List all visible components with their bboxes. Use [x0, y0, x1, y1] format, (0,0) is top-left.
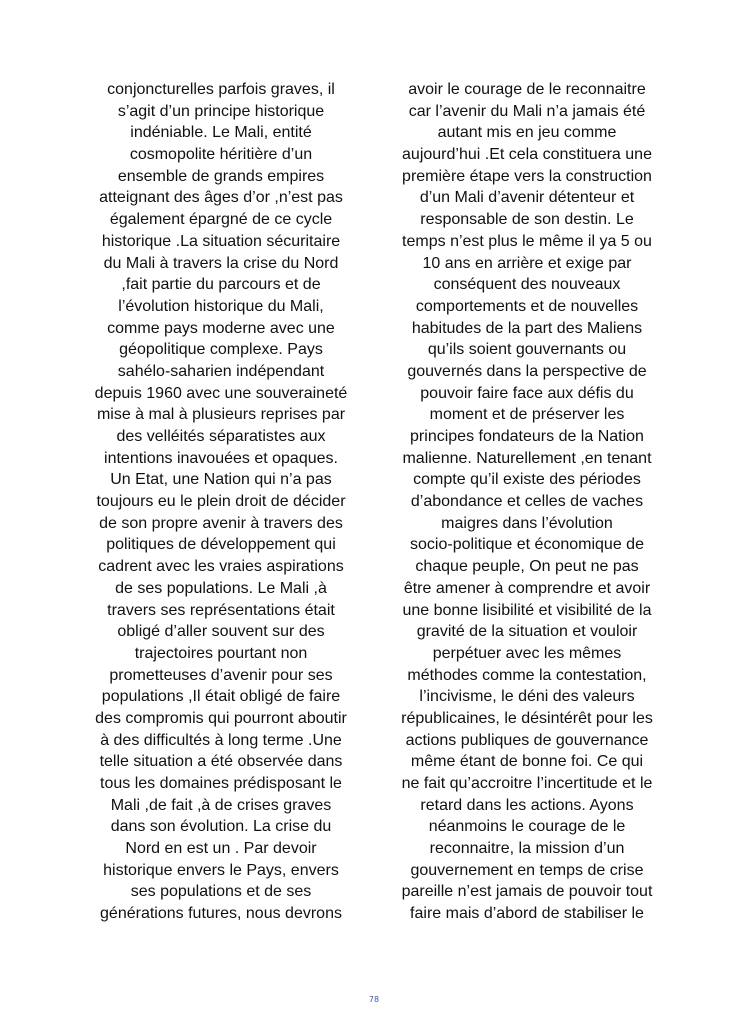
- right-column-line: gravité de la situation et vouloir: [416, 623, 638, 641]
- left-column-line: ensemble de grands empires: [117, 167, 325, 185]
- left-column-line: de son propre avenir à travers des: [99, 514, 343, 532]
- page-number: 78: [368, 995, 380, 1004]
- left-column-line: ses populations et de ses: [130, 883, 312, 901]
- right-column-line: l’incivisme, le déni des valeurs: [419, 688, 635, 706]
- left-column-line: prometteuses d’avenir pour ses: [109, 666, 333, 684]
- right-column-line: aujourd’hui .Et cela constituera une: [402, 146, 652, 164]
- right-column-line: chaque peuple, On peut ne pas: [415, 558, 639, 576]
- right-column-line: première étape vers la construction: [402, 167, 652, 185]
- right-column-line: autant mis en jeu comme: [437, 124, 617, 142]
- left-column-line: politiques de développement qui: [106, 536, 336, 554]
- right-column-line: pouvoir faire face aux défis du: [420, 384, 634, 402]
- left-column-line: cadrent avec les vraies aspirations: [98, 558, 344, 576]
- left-column-line: obligé d’aller souvent sur des: [117, 623, 325, 641]
- right-column-line: ne fait qu’accroitre l’incertitude et le: [401, 775, 653, 792]
- right-column-line: compte qu’il existe des périodes: [413, 471, 641, 489]
- right-column-line: même étant de bonne foi. Ce qui: [410, 753, 644, 771]
- left-column-line: de ses populations. Le Mali ,à: [115, 579, 327, 597]
- right-text-column: [379, 79, 675, 925]
- right-column-line: méthodes comme la contestation,: [407, 666, 647, 684]
- right-column-line: conséquent des nouveaux: [433, 276, 621, 294]
- right-column-line: actions publiques de gouvernance: [405, 731, 649, 749]
- right-column-line: faire mais d’abord de stabiliser le: [410, 905, 644, 923]
- left-column-line: des velléités séparatistes aux: [116, 428, 326, 445]
- right-column-line: socio-politique et économique de: [410, 536, 644, 554]
- right-column-line: avoir le courage de le reconnaitre: [408, 81, 646, 98]
- left-column-line: Nord en est un . Par devoir: [125, 840, 317, 858]
- right-column-line: être amener à comprendre et avoir: [403, 579, 651, 597]
- right-column-line: qu’ils soient gouvernants ou: [427, 341, 627, 359]
- left-column-line: générations futures, nous devrons: [100, 905, 342, 923]
- left-column-line: comme pays moderne avec une: [107, 319, 335, 337]
- right-column-line: 10 ans en arrière et exige par: [422, 254, 632, 272]
- left-column-line: Un Etat, une Nation qui n’a pas: [110, 471, 332, 489]
- right-column-line: reconnaitre, la mission d’un: [429, 840, 625, 858]
- right-column-line: retard dans les actions. Ayons: [420, 796, 634, 814]
- right-column-line: malienne. Naturellement ,en tenant: [402, 449, 652, 467]
- right-column-line: car l’avenir du Mali n’a jamais été: [408, 102, 646, 120]
- left-column-line: atteignant des âges d’or ,n’est pas: [99, 189, 343, 207]
- left-column-line: tous les domaines prédisposant le: [100, 775, 342, 792]
- left-column-line: indéniable. Le Mali, entité: [130, 124, 312, 142]
- left-column-line: géopolitique complexe. Pays: [119, 341, 323, 359]
- right-column-line: d’un Mali d’avenir détenteur et: [419, 189, 635, 207]
- right-column-line: habitudes de la part des Maliens: [411, 319, 643, 337]
- left-column-line: s’agit d’un principe historique: [117, 102, 325, 120]
- left-column-line: trajectoires pourtant non: [134, 644, 308, 662]
- left-column-line: sahélo-saharien indépendant: [117, 362, 325, 380]
- left-column-line: l’évolution historique du Mali,: [118, 297, 324, 315]
- right-column-line: néanmoins le courage de le: [428, 818, 626, 836]
- right-column-line: gouvernés dans la perspective de: [407, 362, 647, 380]
- right-column-line: d’abondance et celles de vaches: [410, 493, 644, 511]
- left-column-line: Mali ,de fait ,à de crises graves: [110, 796, 332, 814]
- left-column-line: populations ,Il était obligé de faire: [101, 688, 341, 706]
- left-column-line: également épargné de ce cycle: [109, 211, 333, 229]
- left-column-line: intentions inavouées et opaques.: [104, 449, 338, 467]
- left-text-column: [73, 79, 369, 925]
- right-column-line: principes fondateurs de la Nation: [410, 428, 644, 445]
- left-column-line: des compromis qui pourront aboutir: [95, 709, 347, 727]
- left-column-line: telle situation a été observée dans: [99, 753, 343, 771]
- right-column-line: temps n’est plus le même il ya 5 ou: [402, 232, 652, 250]
- left-column-line: historique .La situation sécuritaire: [101, 232, 341, 250]
- right-column-line: maigres dans l’évolution: [441, 514, 613, 532]
- right-column-line: pareille n’est jamais de pouvoir tout: [401, 883, 653, 901]
- left-column-line: depuis 1960 avec une souveraineté: [94, 384, 348, 402]
- left-column-line: dans son évolution. La crise du: [110, 818, 332, 836]
- right-column-line: responsable de son destin. Le: [420, 211, 634, 229]
- left-column-line: travers ses représentations était: [107, 601, 335, 619]
- right-column-line: moment et de préserver les: [429, 406, 625, 424]
- left-column-line: historique envers le Pays, envers: [103, 861, 339, 879]
- left-column-line: du Mali à travers la crise du Nord: [103, 254, 339, 272]
- right-column-line: gouvernement en temps de crise: [410, 861, 644, 879]
- left-column-line: à des difficultés à long terme .Une: [100, 731, 342, 749]
- left-column-line: mise à mal à plusieurs reprises par: [96, 406, 346, 424]
- left-column-line: cosmopolite héritière d’un: [129, 146, 313, 164]
- right-column-line: perpétuer avec les mêmes: [432, 644, 622, 662]
- right-column-line: républicaines, le désintérêt pour les: [401, 709, 653, 727]
- left-column-line: toujours eu le plein droit de décider: [96, 493, 346, 511]
- right-column-line: une bonne lisibilité et visibilité de la: [402, 601, 652, 619]
- left-column-line: conjoncturelles parfois graves, il: [107, 81, 335, 98]
- right-column-line: comportements et de nouvelles: [415, 297, 639, 315]
- left-column-line: ,fait partie du parcours et de: [121, 276, 321, 294]
